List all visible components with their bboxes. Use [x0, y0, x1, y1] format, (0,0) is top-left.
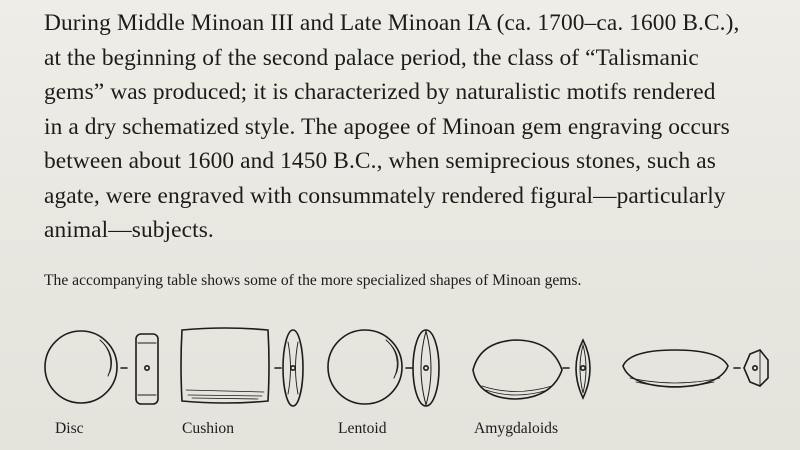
- disc-side-drawing: [136, 334, 158, 404]
- paragraph-line: between about 1600 and 1450 B.C., when semiprecious stones, such as: [44, 148, 716, 174]
- paragraph-line: gems” was produced; it is characterized by naturalistic motifs rendered: [44, 79, 716, 105]
- amygdaloid-elongated-side-drawing: [744, 350, 768, 386]
- paragraph-line: in a dry schematized style. The apogee of Minoan gem engraving occurs: [44, 113, 730, 140]
- label-lentoid: Lentoid: [338, 420, 387, 437]
- table-caption: The accompanying table shows some of the more specialized shapes of Minoan gems.: [44, 272, 582, 289]
- lentoid-front-drawing: [328, 330, 402, 404]
- amygdaloid-front-drawing: [473, 340, 562, 399]
- amygdaloid-side-drawing: [576, 340, 590, 398]
- label-cushion: Cushion: [182, 420, 234, 437]
- paragraph-line: animal—subjects.: [44, 217, 214, 243]
- paragraph-line: agate, were engraved with consummately rendered figural—particularly: [44, 182, 726, 209]
- body-paragraph: [44, 6, 794, 248]
- label-amygdaloids: Amygdaloids: [474, 420, 559, 437]
- gem-shapes-illustration: [0, 318, 800, 418]
- paragraph-line: at the beginning of the second palace period, the class of “Talismanic: [44, 44, 699, 71]
- lentoid-side-drawing: [413, 330, 439, 406]
- disc-front-drawing: [45, 331, 117, 403]
- cushion-side-drawing: [283, 330, 303, 406]
- amygdaloid-elongated-front-drawing: [623, 350, 728, 387]
- label-disc: Disc: [55, 420, 84, 437]
- cushion-front-drawing: [181, 328, 269, 403]
- paragraph-line: During Middle Minoan III and Late Minoan IA (ca. 1700–ca. 1600 B.C.),: [44, 10, 740, 36]
